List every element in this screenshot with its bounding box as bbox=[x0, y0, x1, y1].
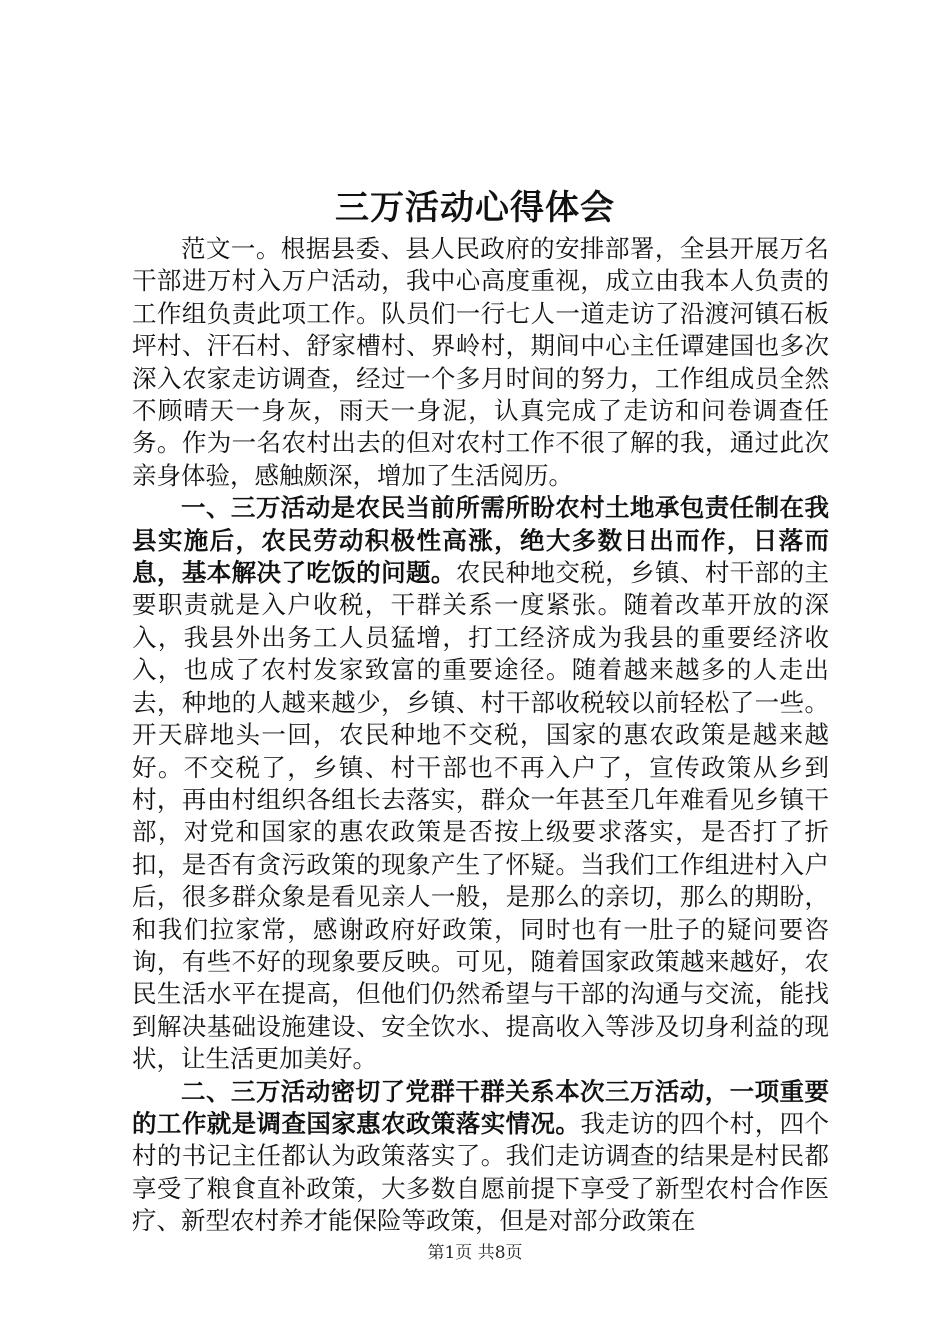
paragraph-1-text: 范文一。根据县委、县人民政府的安排部署，全县开展万名干部进万村入万户活动，我中心高度重视，成立由我本人负责的工作组负责此项工作。队员们一行七人一道走访了沿渡河镇石板坪村、汗石村、舒家槽村、界岭村，期间中心主任谭建国也多次深入农家走访调查，经过一个多月时间的努力，工作组成员全然不顾晴天一身灰，雨天一身泥，认真完成了走访和问卷调查任务。作为一名农村出去的但对农村工作不很了解的我，通过此次亲身体验，感触颇深，增加了生活阅历。 bbox=[132, 234, 829, 490]
document-title: 三万活动心得体会 bbox=[335, 188, 615, 228]
paragraph-2 bbox=[132, 492, 829, 1075]
document-body bbox=[132, 233, 829, 1238]
paragraph-3-lead: 二、三万活动密切了党群干群关系本次三万活动，一项重要的工作就是调查国家惠农政策落实情况。 bbox=[132, 1076, 829, 1138]
paragraph-3 bbox=[132, 1076, 829, 1238]
page-footer: 第1页 共8页 bbox=[427, 1243, 523, 1263]
paragraph-2-lead: 一、三万活动是农民当前所需所盼农村土地承包责任制在我县实施后，农民劳动积极性高涨，绝大多数日出而作，日落而息，基本解决了吃饭的问题。 bbox=[132, 493, 829, 588]
paragraph-2-text: 农民种地交税，乡镇、村干部的主要职责就是入户收税，干群关系一度紧张。随着改革开放的深入，我县外出务工人员猛增，打工经济成为我县的重要经济收入，也成了农村发家致富的重要途径。随着越来越多的人走出去，种地的人越来越少，乡镇、村干部收税较以前轻松了一些。开天辟地头一回，农民种地不交税，国家的惠农政策是越来越好。不交税了，乡镇、村干部也不再入户了，宣传政策从乡到村，再由村组织各组长去落实，群众一年甚至几年难看见乡镇干部，对党和国家的惠农政策是否按上级要求落实，是否打了折扣，是否有贪污政策的现象产生了怀疑。当我们工作组进村入户后，很多群众象是看见亲人一般，是那么的亲切，那么的期盼，和我们拉家常，感谢政府好政策，同时也有一肚子的疑问要咨询，有些不好的现象要反映。可见，随着国家政策越来越好，农民生活水平在提高，但他们仍然希望与干部的沟通与交流，能找到解决基础设施建设、安全饮水、提高收入等涉及切身利益的现状，让生活更加美好。 bbox=[132, 558, 829, 1074]
paragraph-1 bbox=[132, 233, 829, 492]
paragraph-3-text: 我走访的四个村，四个村的书记主任都认为政策落实了。我们走访调查的结果是村民都享受了粮食直补政策，大多数自愿前提下享受了新型农村合作医疗、新型农村养才能保险等政策，但是对部分政策在 bbox=[132, 1108, 830, 1236]
